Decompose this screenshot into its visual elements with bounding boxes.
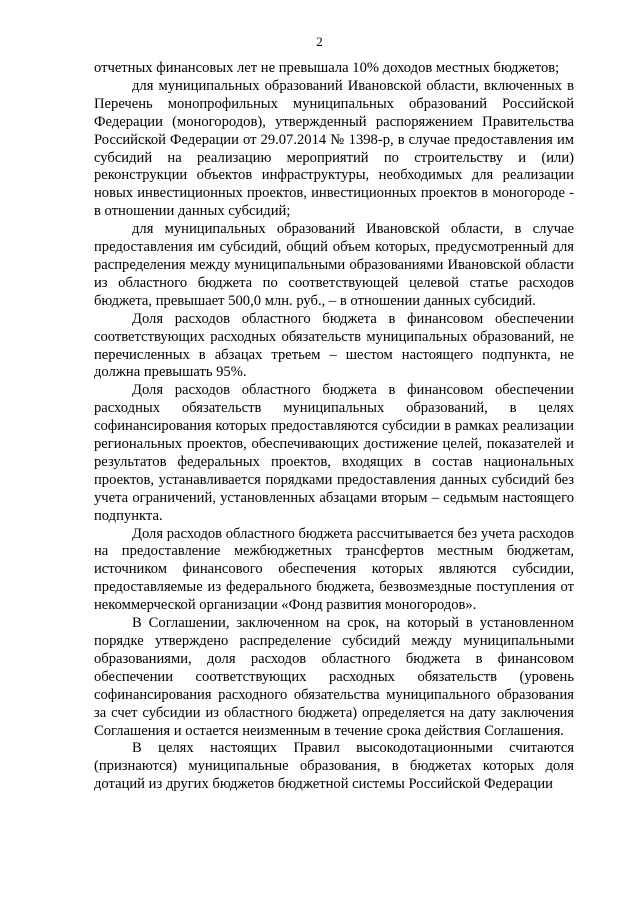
page-number: 2 <box>316 34 323 49</box>
paragraph-monotowns: для муниципальных образований Ивановской области, включенных в Перечень монопрофильных муниципальных образований Российской Федерации (моногородов), утвержденный распоряжением Правительства Российской Федерации от 29.07.2014 № 1398-р, в случае предоставления им субсидий на реализацию мероприятий по строительству и (или) реконструкции объектов инфраструктуры, необходимых для реализации новых инвестиционных проектов, инвестиционных проектов в моногороде - в отношении данных субсидий; <box>94 77 574 220</box>
paragraph-large-subsidies: для муниципальных образований Ивановской области, в случае предоставления им субсидий, общий объем которых, предусмотренный для распределения между муниципальными образованиями Ивановской области из областного бюджета по соответствующей целевой статье расходов бюджета, превышает 500,0 млн. руб., – в отношении данных субсидий. <box>94 221 574 309</box>
document-body <box>94 60 574 794</box>
paragraph-agreement: В Соглашении, заключенном на срок, на который в установленном порядке утверждено распределение субсидий между муниципальными образованиями, доля расходов областного бюджета в финансовом обеспечении соответствующих расходных обязательств (уровень софинансирования расходного обязательства муниципального образования за счет субсидии из областного бюджета) определяется на дату заключения Соглашения и остается неизменным в течение срока действия Соглашения. <box>94 615 574 739</box>
paragraph-calculation: Доля расходов областного бюджета рассчитывается без учета расходов на предоставление межбюджетных трансфертов местным бюджетам, источником финансового обеспечения которых являются субсидии, предоставляемые из федерального бюджета, безвозмездные поступления от некоммерческой организации «Фонд развития моногородов». <box>94 525 574 614</box>
paragraph-high-subsidy: В целях настоящих Правил высокодотационными считаются (признаются) муниципальные образования, в бюджетах которых доля дотаций из других бюджетов бюджетной системы Российской Федерации <box>94 740 574 793</box>
paragraph-continuation: отчетных финансовых лет не превышала 10% доходов местных бюджетов; <box>94 60 560 76</box>
paragraph-95-percent: Доля расходов областного бюджета в финансовом обеспечении соответствующих расходных обязательств муниципальных образований, не перечисленных в абзацах третьем – шестом настоящего подпункта, не должна превышать 95%. <box>94 310 574 381</box>
paragraph-national-projects: Доля расходов областного бюджета в финансовом обеспечении расходных обязательств муниципальных образований, в целях софинансирования которых предоставляются субсидии в рамках реализации региональных проектов, обеспечивающих достижение целей, показателей и результатов федеральных проектов, входящих в состав национальных проектов, устанавливается порядками предоставления данных субсидий без учета ограничений, установленных абзацами вторым – седьмым настоящего подпункта. <box>94 382 574 524</box>
